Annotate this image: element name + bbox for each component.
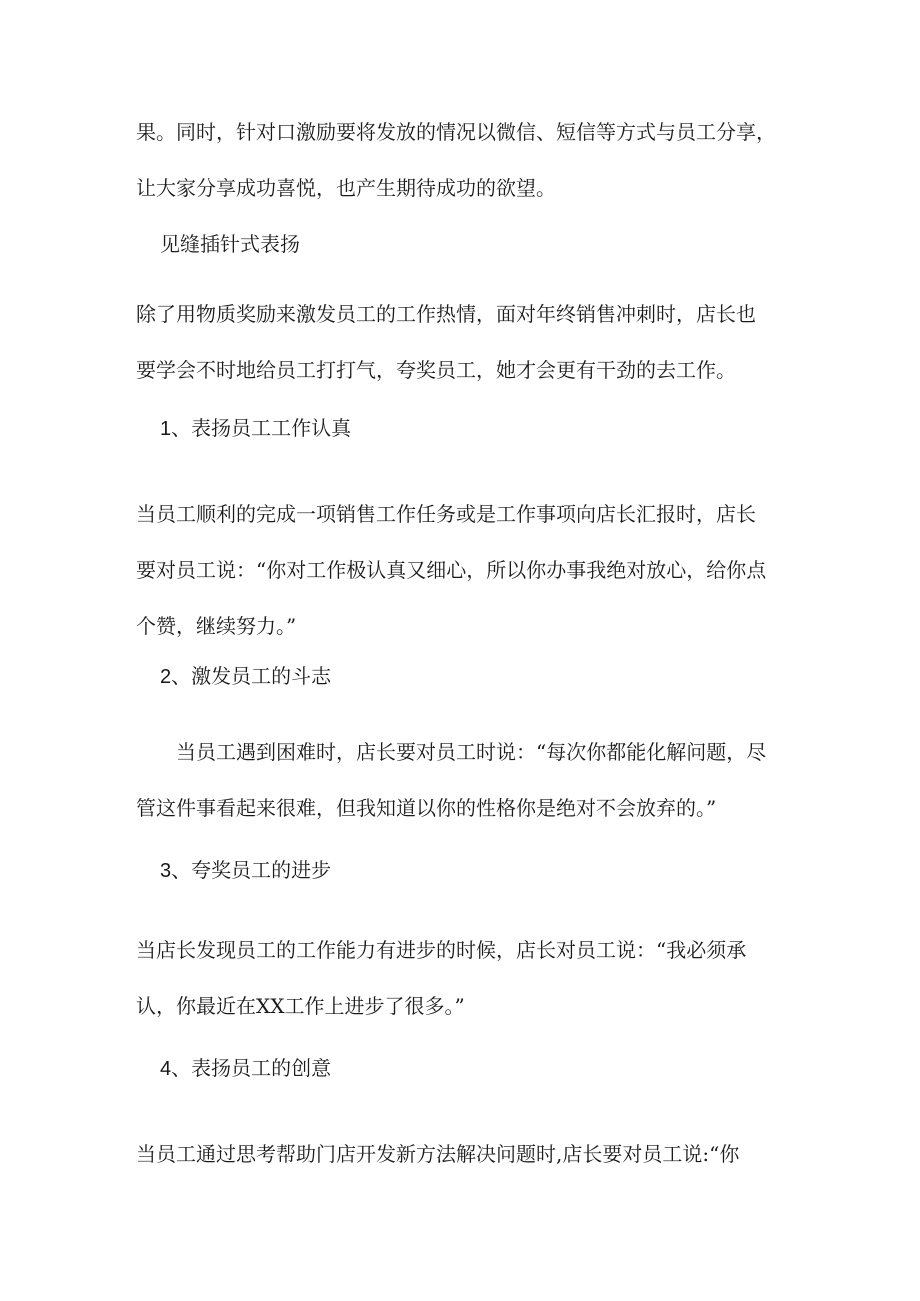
section-heading-1 [160,412,351,445]
paragraph-line: 果。同时，针对口激励要将发放的情况以微信、短信等方式与员工分享， [136,120,776,144]
paragraph-line: 当店长发现员工的工作能力有进步的时候，店长对员工说：“我必须承 [136,938,747,962]
heading-main: 见缝插针式表扬 [160,232,300,256]
paragraph-line: 管这件事看起来很难，但我知道以你的性格你是绝对不会放弃的。” [136,796,717,820]
paragraph-line: 要对员工说：“你对工作极认真又细心，所以你办事我绝对放心，给你点 [136,558,767,582]
section-title: 表扬员工的创意 [191,1056,332,1080]
paragraph-line: 当员工顺利的完成一项销售工作任务或是工作事项向店长汇报时，店长 [136,502,756,526]
section-number: 1、 [160,418,192,440]
paragraph-section-4 [136,1126,786,1182]
paragraph-line: 当员工遇到困难时，店长要对员工时说：“每次你都能化解问题，尽 [176,740,767,764]
section-number: 3、 [160,860,192,882]
section-number: 2、 [160,666,192,688]
paragraph-section-2 [136,724,786,836]
paragraph-line: 个赞，继续努力。” [136,614,297,638]
paragraph-line: 认，你最近在XX工作上进步了很多。” [136,994,465,1018]
paragraph-intro [136,104,786,216]
paragraph-section-1 [136,486,786,654]
paragraph-line: 要学会不时地给员工打打气，夸奖员工，她才会更有干劲的去工作。 [136,358,736,382]
section-heading-2 [160,660,331,693]
section-title: 表扬员工工作认真 [191,416,352,440]
section-heading-4 [160,1052,331,1085]
paragraph-praise [136,286,786,398]
section-title: 激发员工的斗志 [191,664,332,688]
section-title: 夸奖员工的进步 [191,858,332,882]
paragraph-line: 当员工通过思考帮助门店开发新方法解决问题时,店长要对员工说:“你 [136,1142,740,1166]
section-number: 4、 [160,1058,192,1080]
paragraph-line: 让大家分享成功喜悦，也产生期待成功的欲望。 [136,176,556,200]
section-heading-3 [160,854,331,887]
paragraph-line: 除了用物质奖励来激发员工的工作热情，面对年终销售冲刺时，店长也 [136,302,756,326]
paragraph-section-3 [136,922,786,1034]
